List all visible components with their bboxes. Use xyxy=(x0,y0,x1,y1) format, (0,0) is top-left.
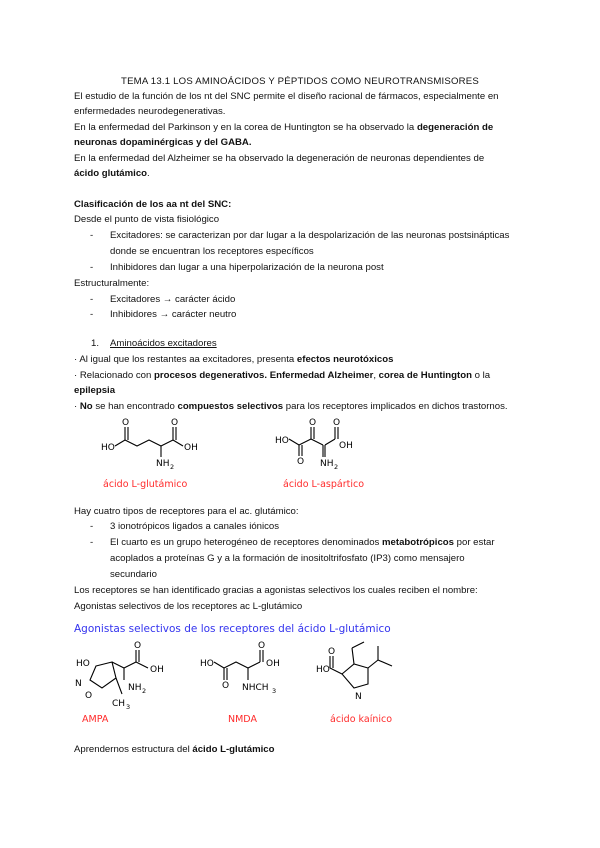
figure-agonists xyxy=(72,640,402,712)
bullet-dash: - xyxy=(90,309,94,320)
svg-text:NH: NH xyxy=(156,459,170,469)
svg-text:OH: OH xyxy=(150,665,164,675)
structural-label: Estructuralmente: xyxy=(74,278,150,289)
svg-text:O: O xyxy=(309,418,317,428)
svg-text:OH: OH xyxy=(184,443,198,453)
nmda-caption: NMDA xyxy=(228,714,257,725)
svg-text:2: 2 xyxy=(334,463,339,471)
physiological-label: Desde el punto de vista fisiológico xyxy=(74,214,220,225)
intro-line-6: ácido glutámico. xyxy=(74,168,150,179)
svg-text:O: O xyxy=(258,641,266,651)
svg-text:NH: NH xyxy=(128,683,142,693)
inhibidores-def: Inhibidores dan lugar a una hiperpolarización de la neurona post xyxy=(110,262,384,273)
svg-text:N: N xyxy=(75,679,82,689)
svg-text:CH: CH xyxy=(112,699,126,709)
section-point-3: · No se han encontrado compuestos selectivos para los receptores implicados en dichos trastornos. xyxy=(74,401,508,412)
agonists-figure-title: Agonistas selectivos de los receptores del ácido L-glutámico xyxy=(74,623,391,635)
nmda-structure xyxy=(200,641,280,695)
receptors-identified: Los receptores se han identificado gracias a agonistas selectivos los cuales reciben el nombre: xyxy=(74,585,478,596)
svg-text:O: O xyxy=(85,691,93,701)
bullet-dash: - xyxy=(90,537,94,548)
intro-line-4: neuronas dopaminérgicas y del GABA. xyxy=(74,137,252,148)
receptor-bullet-2-cont: acoplados a proteínas G y a la formación de inositoltrifosfato (IP3) como mensajero xyxy=(110,553,465,564)
svg-text:O: O xyxy=(328,647,336,657)
figure-glutamic-aspartic xyxy=(95,415,325,481)
ampa-caption: AMPA xyxy=(82,714,109,725)
svg-text:HO: HO xyxy=(200,659,214,669)
svg-text:O: O xyxy=(333,418,341,428)
intro-line-1: El estudio de la función de los nt del SNC permite el diseño racional de fármacos, especialmente en xyxy=(74,91,499,102)
kainic-acid-structure xyxy=(316,642,392,702)
svg-text:N: N xyxy=(355,692,362,702)
section-number: 1. xyxy=(91,338,100,349)
receptor-bullet-2-end: secundario xyxy=(110,569,157,580)
inhibidores-struct: Inhibidores → carácter neutro xyxy=(110,309,237,320)
footer-note: Aprendernos estructura del ácido L-glutámico xyxy=(74,744,275,755)
svg-text:O: O xyxy=(171,418,179,428)
classification-heading: Clasificación de los aa nt del SNC: xyxy=(74,199,232,210)
receptors-intro: Hay cuatro tipos de receptores para el ac. glutámico: xyxy=(74,506,299,517)
bullet-dash: - xyxy=(90,294,94,305)
svg-text:2: 2 xyxy=(170,463,175,471)
bullet-dash: - xyxy=(90,521,94,532)
svg-text:NHCH: NHCH xyxy=(242,683,269,693)
svg-text:HO: HO xyxy=(275,436,289,446)
page-title: TEMA 13.1 LOS AMINOÁCIDOS Y PÉPTIDOS COMO NEUROTRANSMISORES xyxy=(121,76,479,87)
section-heading: Aminoácidos excitadores xyxy=(110,338,217,349)
svg-text:NH: NH xyxy=(320,459,334,469)
agonists-label: Agonistas selectivos de los receptores ac L-glutámico xyxy=(74,601,303,612)
intro-line-2: enfermedades neurodegenerativas. xyxy=(74,106,226,117)
svg-text:OH: OH xyxy=(339,441,353,451)
figure-aspartic-tail xyxy=(320,415,385,481)
intro-line-3: En la enfermedad del Parkinson y en la corea de Huntington se ha observado la degeneración de xyxy=(74,122,494,133)
svg-text:HO: HO xyxy=(76,659,90,669)
excitadores-struct: Excitadores → carácter ácido xyxy=(110,294,236,305)
aspartic-acid-structure xyxy=(275,418,323,467)
excitadores-def-2: donde se encuentran los receptores específicos xyxy=(110,246,314,257)
section-point-2-cont: epilepsia xyxy=(74,385,116,396)
bullet-dash: - xyxy=(90,262,94,273)
glutamic-acid-structure xyxy=(101,418,198,471)
svg-text:O: O xyxy=(297,457,305,467)
svg-text:O: O xyxy=(134,641,142,651)
section-point-1: · Al igual que los restantes aa excitadores, presenta efectos neurotóxicos xyxy=(74,354,394,365)
svg-text:2: 2 xyxy=(142,687,147,695)
svg-text:HO: HO xyxy=(101,443,115,453)
receptor-bullet-1: 3 ionotrópicos ligados a canales iónicos xyxy=(110,521,280,532)
aspartic-caption: ácido L-aspártico xyxy=(283,479,365,490)
receptor-bullet-2: El cuarto es un grupo heterogéneo de receptores denominados metabotrópicos por estar xyxy=(110,537,495,548)
section-point-2: · Relacionado con procesos degenerativos. Enfermedad Alzheimer, corea de Huntington o la xyxy=(74,370,491,381)
svg-text:O: O xyxy=(222,681,230,691)
bullet-dash: - xyxy=(90,230,94,241)
svg-text:HO: HO xyxy=(316,665,330,675)
kainic-caption: ácido kaínico xyxy=(330,714,393,725)
ampa-structure xyxy=(75,641,164,711)
svg-text:3: 3 xyxy=(272,687,277,695)
intro-line-5: En la enfermedad del Alzheimer se ha observado la degeneración de neuronas dependientes de xyxy=(74,153,485,164)
svg-text:3: 3 xyxy=(126,703,131,711)
glutamic-caption: ácido L-glutámico xyxy=(103,479,188,490)
svg-text:O: O xyxy=(122,418,130,428)
svg-text:OH: OH xyxy=(266,659,280,669)
excitadores-def-1: Excitadores: se caracterizan por dar lugar a la despolarización de las neuronas postsinápticas xyxy=(110,230,510,241)
